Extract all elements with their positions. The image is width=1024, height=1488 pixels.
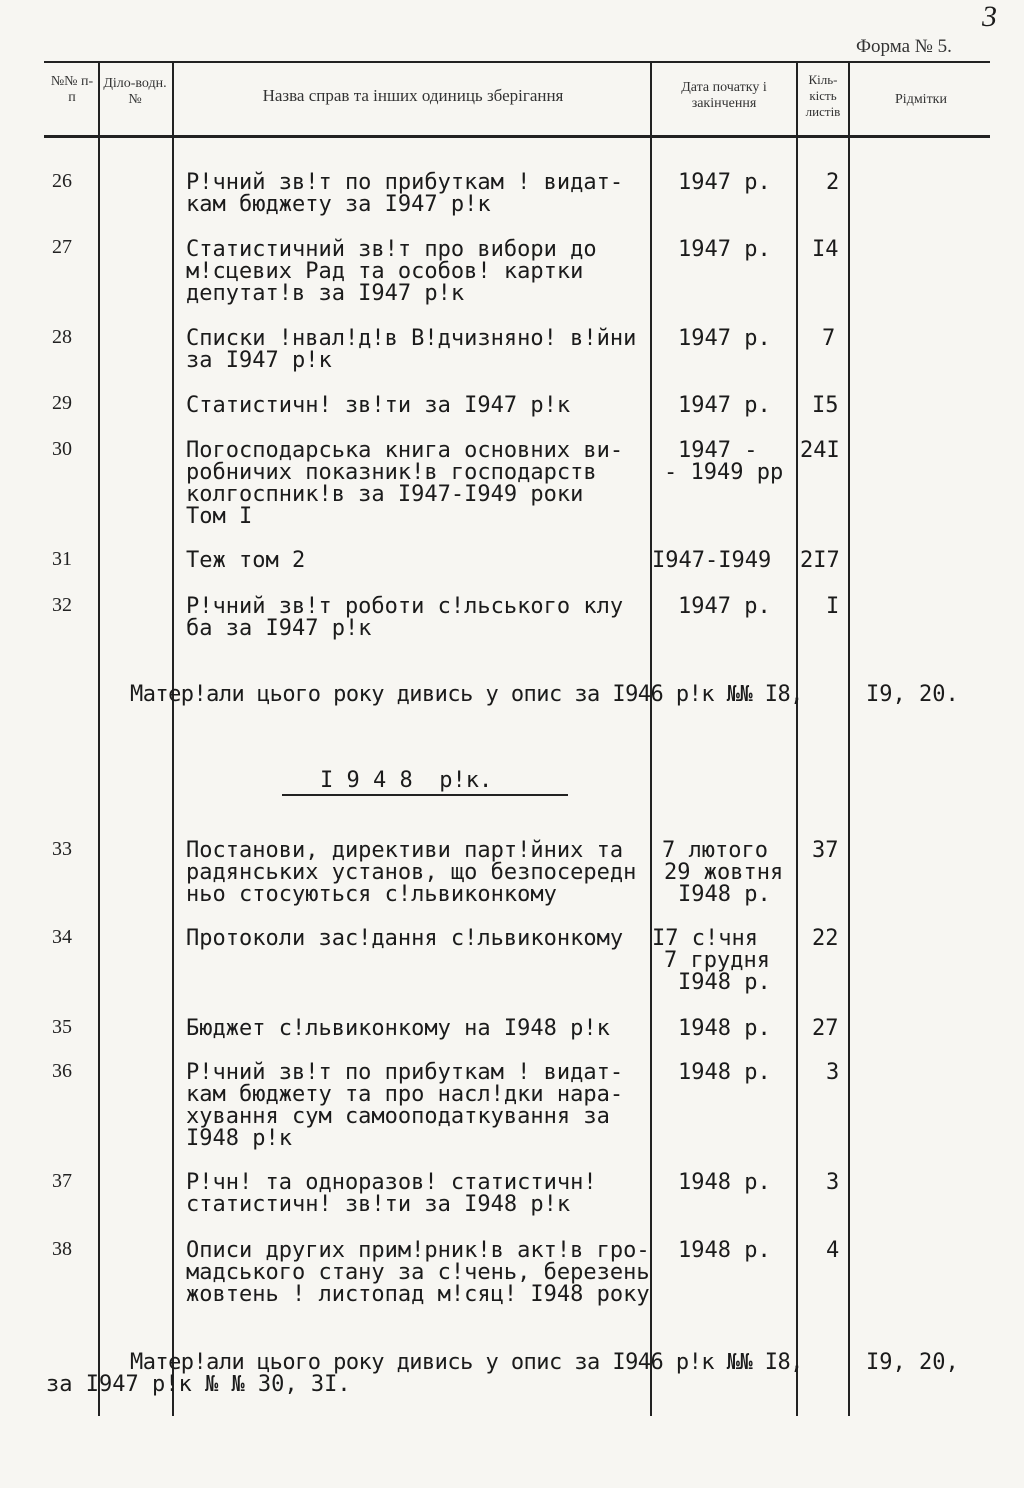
- row-33-title-3: ньо стосуються с!львиконкому: [186, 882, 557, 907]
- row-33-date-1: 7 лютого: [662, 838, 768, 863]
- row-38-title-2: мадського стану за с!чень, березень: [186, 1260, 650, 1285]
- header-col-dates: Дата початку і закінчення: [681, 80, 767, 111]
- row-26-title-1: Р!чний зв!т по прибуткам ! видат-: [186, 170, 624, 195]
- row-31-sheets: 2I7: [800, 548, 840, 573]
- col-line-5: [848, 61, 850, 1416]
- row-38-date: 1948 р.: [678, 1238, 771, 1263]
- row-38-sheets: 4: [826, 1238, 840, 1263]
- row-27-no: 27: [52, 236, 72, 258]
- header-col-office: Діло-водн. №: [103, 76, 167, 107]
- col-line-2: [172, 61, 174, 1416]
- row-34-sheets: 22: [812, 926, 839, 951]
- row-30-title-1: Погосподарська книга основних ви-: [186, 438, 624, 463]
- row-36-date: 1948 р.: [678, 1060, 771, 1085]
- col-line-4: [796, 61, 798, 1416]
- row-29-no: 29: [52, 392, 72, 414]
- row-33-date-2: 29 жовтня: [664, 860, 784, 885]
- col-line-3: [650, 61, 652, 1416]
- row-38-no: 38: [52, 1238, 72, 1260]
- row-29-title-1: Статистичн! зв!ти за I947 р!к: [186, 393, 571, 418]
- row-37-title-2: статистичн! зв!ти за I948 р!к: [186, 1192, 571, 1217]
- note-1948-line-2: за I947 р!к № № 30, 3I.: [46, 1372, 351, 1397]
- row-34-date-1: I7 с!чня: [652, 926, 758, 951]
- row-37-title-1: Р!чн! та одноразов! статистичн!: [186, 1170, 597, 1195]
- row-36-title-3: хування сум самооподаткування за: [186, 1104, 610, 1129]
- row-30-sheets: 24I: [800, 438, 840, 463]
- row-27-title-2: м!сцевих Рад та особов! картки: [186, 259, 584, 284]
- row-36-title-2: кам бюджету та про насл!дки нара-: [186, 1082, 624, 1107]
- row-34-date-3: I948 р.: [678, 970, 771, 995]
- row-32-date: 1947 р.: [678, 594, 771, 619]
- row-29-sheets: I5: [812, 393, 839, 418]
- form-label: Форма № 5.: [856, 36, 952, 57]
- header-col-no: №№ п-п: [50, 74, 94, 105]
- row-32-title-1: Р!чний зв!т роботи с!льського клу: [186, 594, 624, 619]
- row-33-title-2: радянських установ, що безпосередн: [186, 860, 637, 885]
- note-1947-text: Матер!али цього року дивись у опис за I946 р!к №№ I8,: [130, 682, 803, 707]
- row-37-no: 37: [52, 1170, 72, 1192]
- header-col-sheets: Кіль-кість листів: [805, 72, 841, 119]
- row-33-title-1: Постанови, директиви парт!йних та: [186, 838, 624, 863]
- row-32-title-2: ба за I947 р!к: [186, 616, 372, 641]
- row-31-date: I947-I949: [652, 548, 772, 573]
- row-33-date-3: I948 р.: [678, 882, 771, 907]
- row-28-title-2: за I947 р!к: [186, 348, 332, 373]
- row-26-sheets: 2: [826, 170, 840, 195]
- row-27-sheets: I4: [812, 237, 839, 262]
- row-34-no: 34: [52, 926, 72, 948]
- row-30-title-3: колгоспник!в за I947-I949 роки: [186, 482, 584, 507]
- row-31-title-1: Теж том 2: [186, 548, 306, 573]
- row-37-date: 1948 р.: [678, 1170, 771, 1195]
- row-27-title-3: депутат!в за I947 р!к: [186, 281, 465, 306]
- note-1948-line-1-extra: I9, 20,: [866, 1350, 959, 1375]
- row-35-no: 35: [52, 1016, 72, 1038]
- row-33-sheets: 37: [812, 838, 839, 863]
- row-34-date-2: 7 грудня: [664, 948, 770, 973]
- header-col-title: Назва справ та інших одиниць зберігання: [262, 86, 564, 105]
- row-33-no: 33: [52, 838, 72, 860]
- row-30-title-4: Том I: [186, 504, 253, 529]
- row-27-title-1: Статистичний зв!т про вибори до: [186, 237, 597, 262]
- row-37-sheets: 3: [826, 1170, 840, 1195]
- row-29-date: 1947 р.: [678, 393, 771, 418]
- row-27-date: 1947 р.: [678, 237, 771, 262]
- row-31-no: 31: [52, 548, 72, 570]
- row-38-title-1: Описи других прим!рник!в акт!в гро-: [186, 1238, 650, 1263]
- row-30-no: 30: [52, 438, 72, 460]
- row-26-title-2: кам бюджету за I947 р!к: [186, 192, 491, 217]
- note-1948-line-1: Матер!али цього року дивись у опис за I946 р!к №№ I8,: [130, 1350, 803, 1375]
- row-36-title-4: I948 р!к: [186, 1126, 292, 1151]
- row-32-sheets: I: [826, 594, 840, 619]
- row-38-title-3: жовтень ! листопад м!сяц! I948 року: [186, 1282, 650, 1307]
- row-28-title-1: Списки !нвал!д!в В!дчизняно! в!йни: [186, 326, 637, 351]
- row-34-title-1: Протоколи зас!дання с!львиконкому: [186, 926, 624, 951]
- row-28-date: 1947 р.: [678, 326, 771, 351]
- row-30-title-2: робничих показник!в господарств: [186, 460, 597, 485]
- row-30-date-1: 1947 -: [678, 438, 758, 463]
- row-26-no: 26: [52, 170, 72, 192]
- row-26-date: 1947 р.: [678, 170, 771, 195]
- col-line-1: [98, 61, 100, 1416]
- note-1947-extra: I9, 20.: [866, 682, 959, 707]
- row-32-no: 32: [52, 594, 72, 616]
- row-35-date: 1948 р.: [678, 1016, 771, 1041]
- row-28-no: 28: [52, 326, 72, 348]
- page-number: 3: [982, 0, 997, 33]
- year-heading-1948: I 9 4 8 р!к.: [320, 768, 493, 793]
- header-col-notes: Рідмітки: [895, 92, 947, 107]
- row-28-sheets: 7: [822, 326, 836, 351]
- row-36-no: 36: [52, 1060, 72, 1082]
- row-30-date-2: - 1949 рр: [664, 460, 784, 485]
- year-heading-underline: [282, 794, 568, 796]
- row-35-title-1: Бюджет с!львиконкому на I948 р!к: [186, 1016, 610, 1041]
- row-35-sheets: 27: [812, 1016, 839, 1041]
- row-36-sheets: 3: [826, 1060, 840, 1085]
- row-36-title-1: Р!чний зв!т по прибуткам ! видат-: [186, 1060, 624, 1085]
